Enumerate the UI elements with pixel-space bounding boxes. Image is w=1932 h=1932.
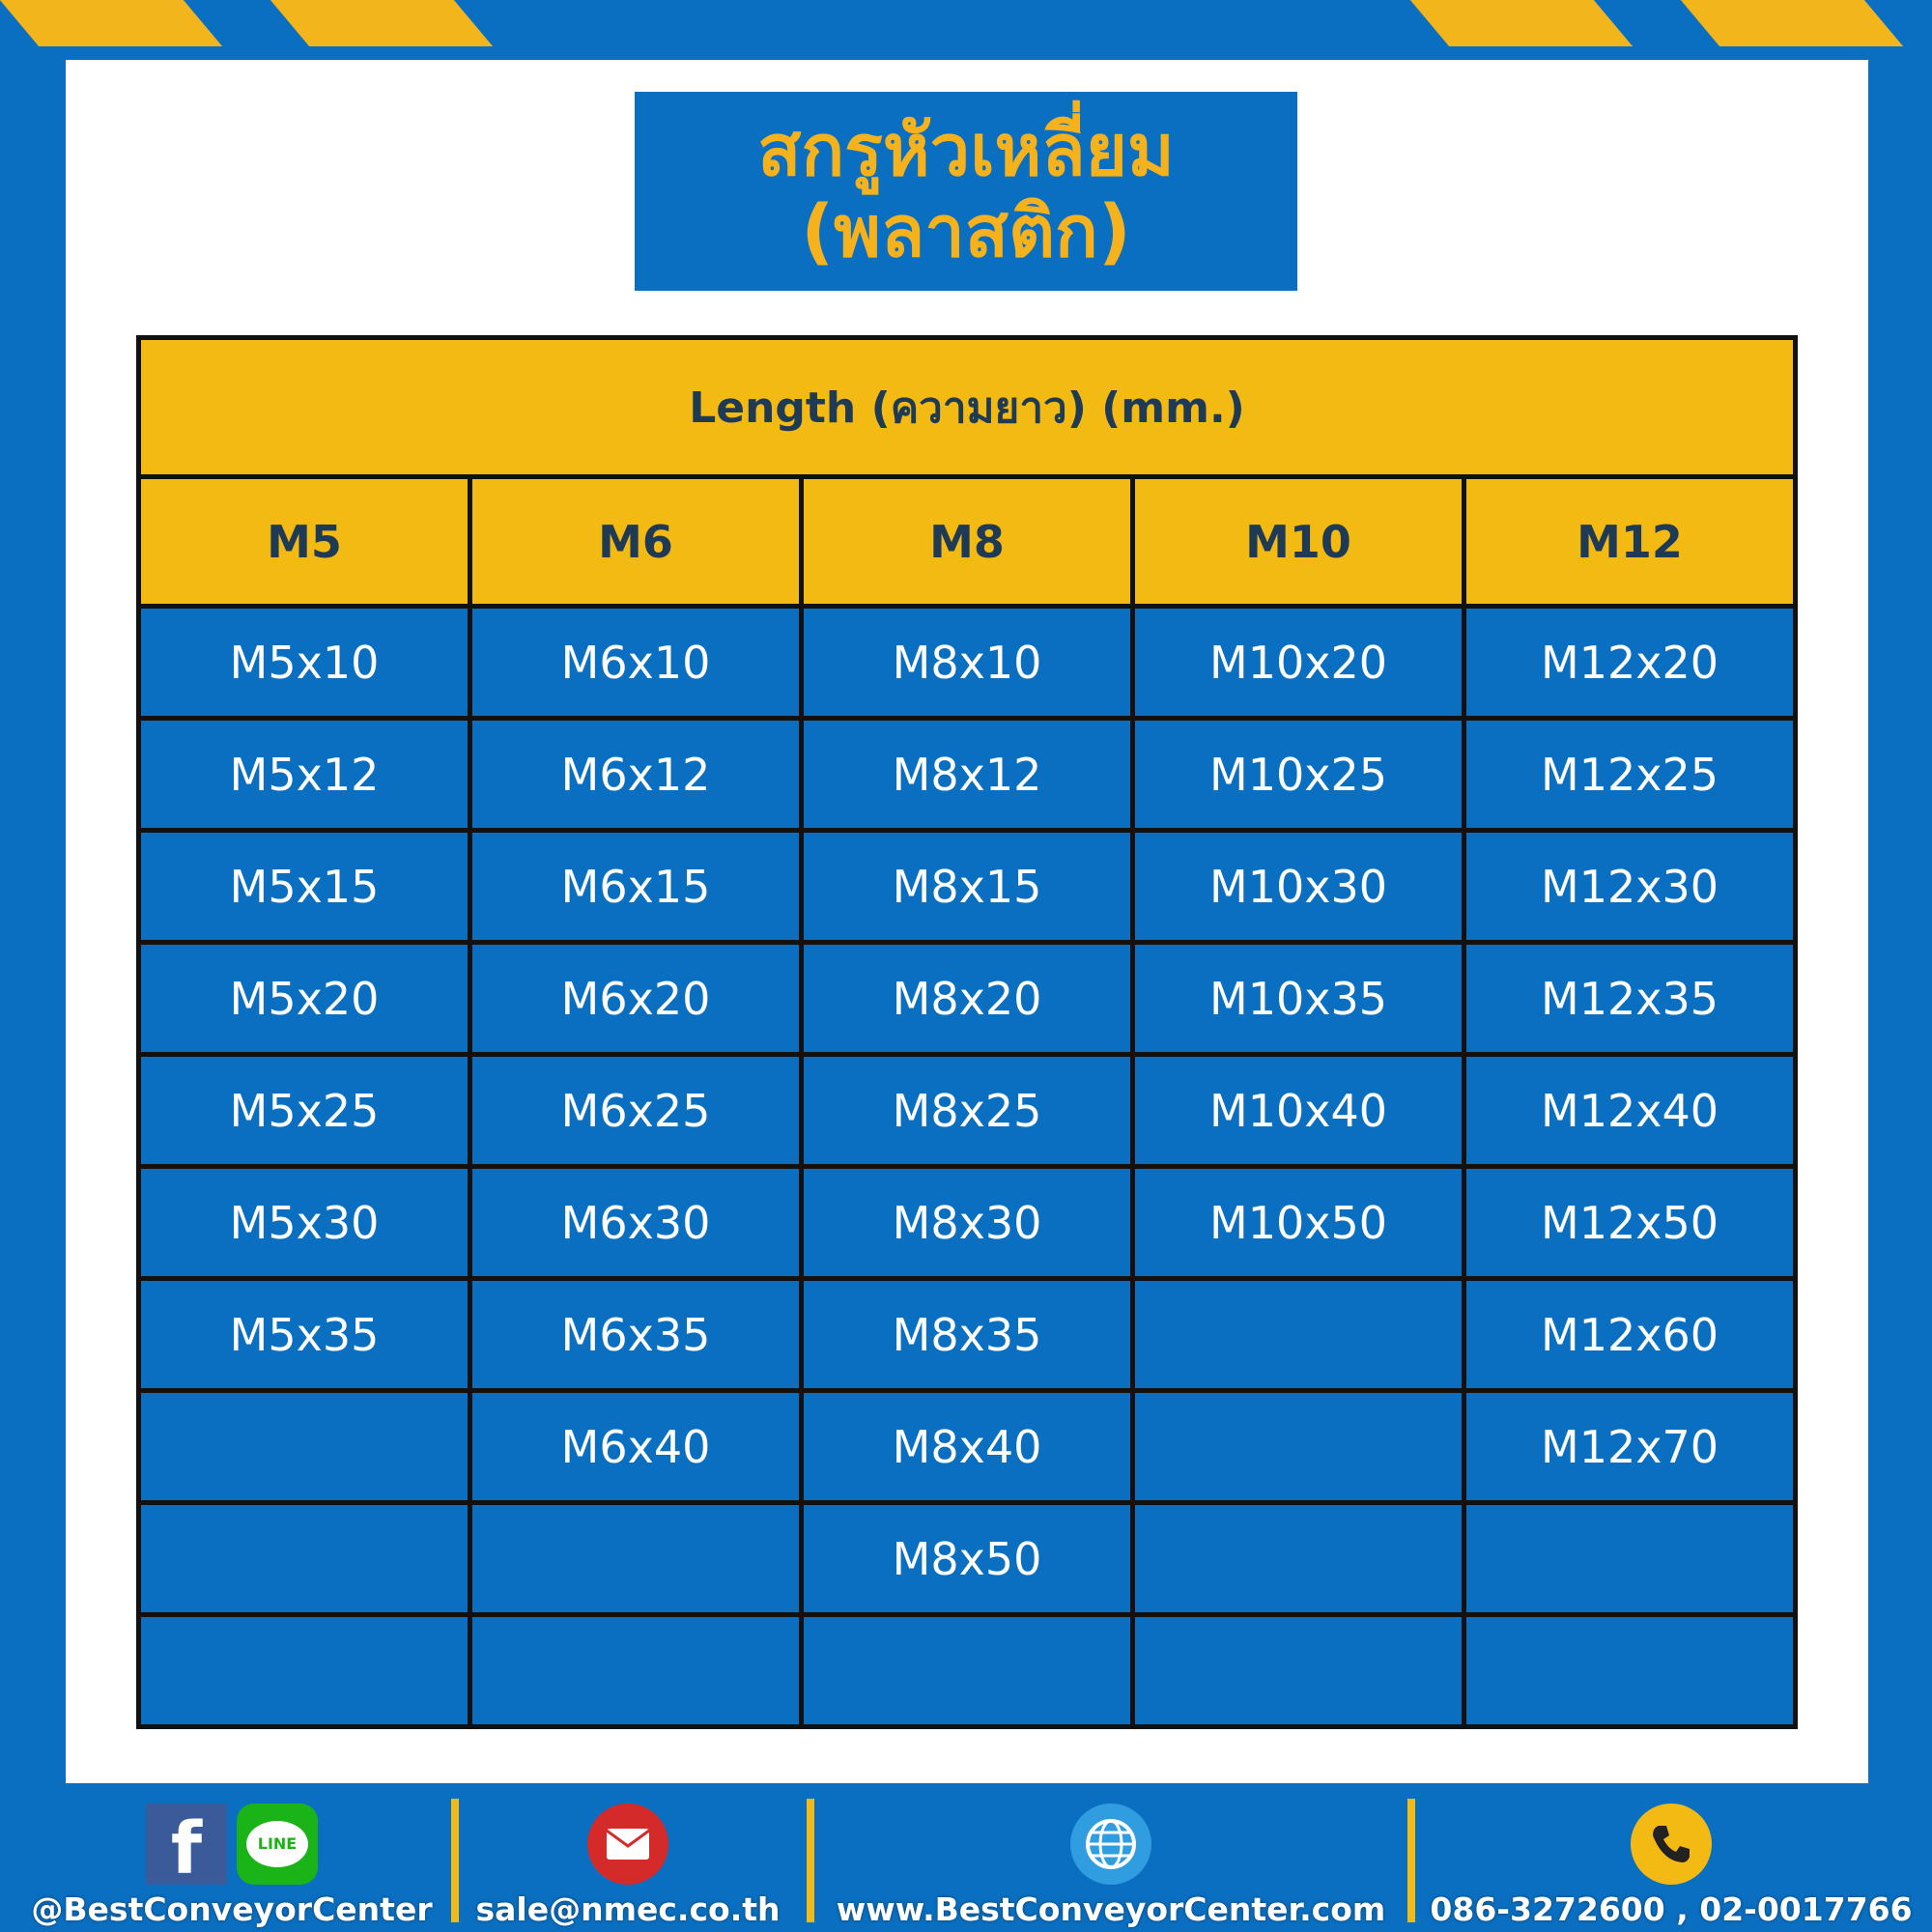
line-icon-label: LINE [246, 1821, 308, 1867]
table-cell: M5x12 [139, 719, 470, 831]
table-cell: M12x50 [1464, 1167, 1796, 1279]
column-header-row [139, 477, 1796, 607]
table-cell: M8x50 [802, 1503, 1133, 1615]
table-cell: M5x25 [139, 1055, 470, 1167]
top-stripe [0, 0, 222, 46]
table-cell: M6x15 [470, 831, 802, 943]
line-icon[interactable] [237, 1804, 318, 1885]
table-cell: M8x15 [802, 831, 1133, 943]
table-cell [1464, 1503, 1796, 1615]
table-cell [470, 1615, 802, 1727]
page-title [635, 92, 1297, 291]
footer-divider [807, 1799, 814, 1922]
footer-divider [1407, 1799, 1415, 1922]
table-row [139, 1167, 1796, 1279]
table-cell [1464, 1615, 1796, 1727]
table-row [139, 943, 1796, 1055]
table-cell [1133, 1615, 1464, 1727]
email-contact[interactable] [464, 1783, 792, 1932]
handset-glyph [1649, 1822, 1693, 1866]
globe-glyph [1084, 1817, 1138, 1871]
table-cell: M8x25 [802, 1055, 1133, 1167]
column-header-m6: M6 [470, 477, 802, 607]
table-cell [139, 1615, 470, 1727]
table-cell: M6x35 [470, 1279, 802, 1391]
table-cell: M6x20 [470, 943, 802, 1055]
size-table [136, 335, 1798, 1729]
table-cell: M8x40 [802, 1391, 1133, 1503]
top-stripe [1681, 0, 1903, 46]
column-header-m12: M12 [1464, 477, 1796, 607]
table-cell: M12x30 [1464, 831, 1796, 943]
social-handle[interactable]: @BestConveyorCenter [31, 1890, 433, 1928]
table-cell: M8x12 [802, 719, 1133, 831]
social-contact[interactable] [29, 1783, 435, 1932]
table-cell: M6x10 [470, 607, 802, 719]
table-cell: M6x12 [470, 719, 802, 831]
table-cell: M6x30 [470, 1167, 802, 1279]
table-cell: M12x60 [1464, 1279, 1796, 1391]
table-row [139, 719, 1796, 831]
table-row [139, 1503, 1796, 1615]
table-cell [139, 1391, 470, 1503]
table-row [139, 831, 1796, 943]
title-line-1: สกรูหัวเหลี่ยม [757, 109, 1175, 192]
table-cell [470, 1503, 802, 1615]
column-header-m8: M8 [802, 477, 1133, 607]
table-cell: M8x35 [802, 1279, 1133, 1391]
table-cell: M10x30 [1133, 831, 1464, 943]
top-stripe [1410, 0, 1633, 46]
table-cell: M10x40 [1133, 1055, 1464, 1167]
table-row [139, 1055, 1796, 1167]
table-cell: M8x30 [802, 1167, 1133, 1279]
table-row [139, 1391, 1796, 1503]
top-stripe [270, 0, 493, 46]
table-cell: M5x15 [139, 831, 470, 943]
table-cell [1133, 1391, 1464, 1503]
table-row [139, 607, 1796, 719]
table-cell: M10x35 [1133, 943, 1464, 1055]
title-line-2: (พลาสติก) [801, 190, 1131, 273]
table-row [139, 1279, 1796, 1391]
table-cell: M10x25 [1133, 719, 1464, 831]
table-cell [802, 1615, 1133, 1727]
table-row [139, 1615, 1796, 1727]
phone-icon[interactable] [1631, 1804, 1712, 1885]
table-cell: M12x20 [1464, 607, 1796, 719]
table-cell [139, 1503, 470, 1615]
email-icon[interactable] [587, 1804, 668, 1885]
table-cell: M6x25 [470, 1055, 802, 1167]
table-cell: M5x20 [139, 943, 470, 1055]
table-cell: M12x35 [1464, 943, 1796, 1055]
footer-divider [451, 1799, 459, 1922]
phone-numbers[interactable]: 086-3272600 , 02-0017766 [1430, 1890, 1913, 1928]
table-cell [1133, 1503, 1464, 1615]
facebook-icon[interactable]: f [146, 1804, 227, 1885]
globe-icon[interactable] [1070, 1804, 1151, 1885]
table-cell: M6x40 [470, 1391, 802, 1503]
table-cell: M12x70 [1464, 1391, 1796, 1503]
table-cell: M8x10 [802, 607, 1133, 719]
table-cell: M10x20 [1133, 607, 1464, 719]
website-url[interactable]: www.BestConveyorCenter.com [836, 1890, 1386, 1928]
contact-footer [0, 1783, 1932, 1932]
table-cell: M5x35 [139, 1279, 470, 1391]
length-header: Length (ความยาว) (mm.) [139, 338, 1796, 477]
envelope-glyph [605, 1827, 651, 1861]
website-contact[interactable] [831, 1783, 1391, 1932]
table-cell: M8x20 [802, 943, 1133, 1055]
table-cell: M5x30 [139, 1167, 470, 1279]
table-cell [1133, 1279, 1464, 1391]
email-address[interactable]: sale@nmec.co.th [475, 1890, 781, 1928]
table-cell: M5x10 [139, 607, 470, 719]
table-cell: M10x50 [1133, 1167, 1464, 1279]
table-cell: M12x25 [1464, 719, 1796, 831]
phone-contact[interactable] [1425, 1783, 1918, 1932]
column-header-m10: M10 [1133, 477, 1464, 607]
table-cell: M12x40 [1464, 1055, 1796, 1167]
column-header-m5: M5 [139, 477, 470, 607]
